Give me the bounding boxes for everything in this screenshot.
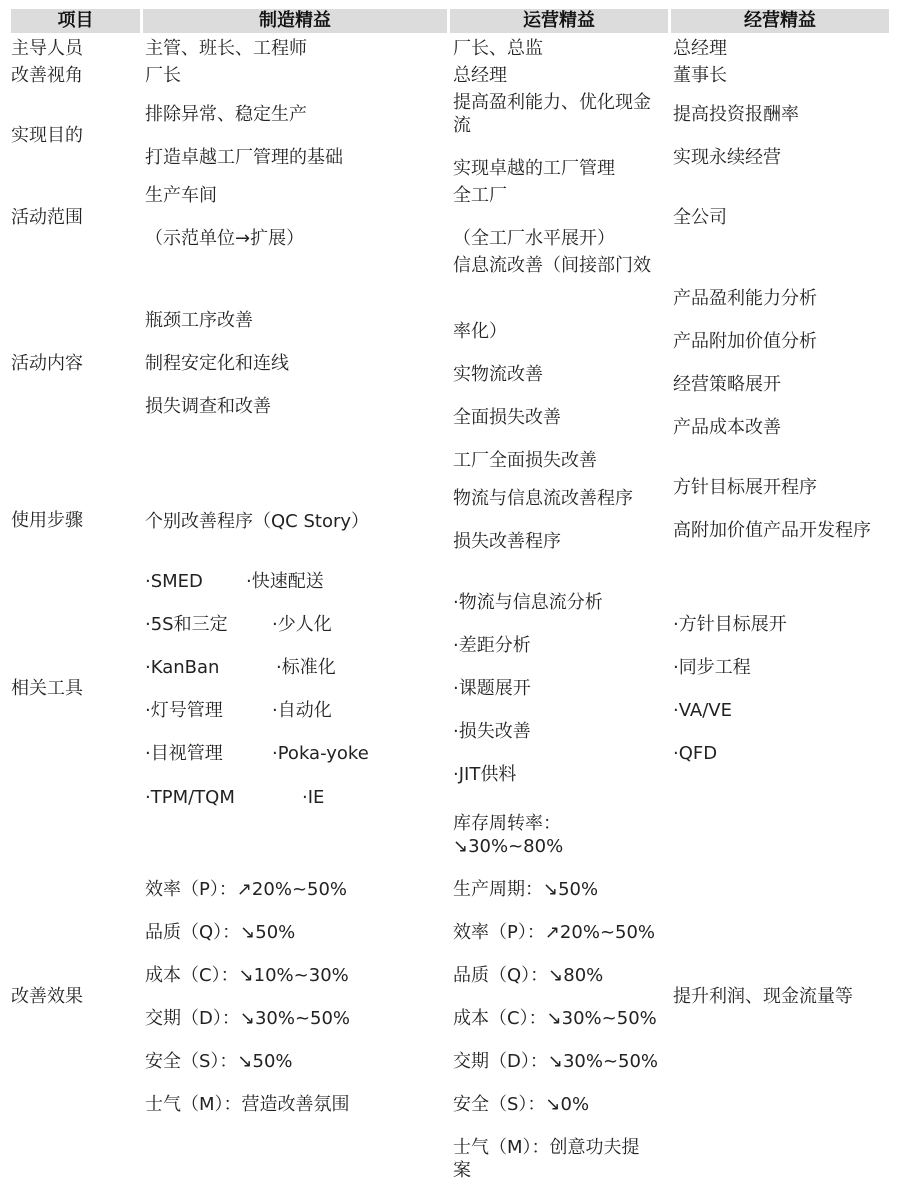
tool-biz-1: ·方针目标展开 [673,614,787,635]
tool-biz-2: ·同步工程 [673,657,751,678]
tool-mfg-visual-management: ·目视管理 [145,743,223,764]
cell-biz-content-4: 产品成本改善 [673,417,781,438]
tool-biz-3: ·VA/VE [673,700,732,721]
cell-ops-content-4: 全面损失改善 [453,407,561,428]
tool-mfg-automation: ·自动化 [272,700,332,721]
effect-mfg-1: 效率（P）：↗20%~50% [145,879,348,900]
cell-ops-scope-1: 全工厂 [453,185,507,206]
tool-ops-3: ·课题展开 [453,678,531,699]
tool-ops-2: ·差距分析 [453,635,531,656]
cell-ops-content-1: 信息流改善（间接部门效 [453,255,651,276]
effect-mfg-2: 品质（Q）：↘50% [145,922,296,943]
cell-ops-steps-1: 物流与信息流改善程序 [453,488,633,509]
cell-biz-steps-2: 高附加价值产品开发程序 [673,520,871,541]
effect-ops-8: 士气（M）：创意功夫提案 [453,1137,640,1181]
row-label-tools: 相关工具 [11,678,83,699]
cell-ops-content-5: 工厂全面损失改善 [453,450,597,471]
effect-biz: 提升利润、现金流量等 [673,986,853,1007]
tool-mfg-poka-yoke: ·Poka-yoke [272,743,369,764]
tool-ops-1: ·物流与信息流分析 [453,592,603,613]
tool-mfg-ie: ·IE [302,787,325,808]
effect-ops-7: 安全（S）：↘0% [453,1094,590,1115]
row-label-content: 活动内容 [11,353,83,374]
cell-mfg-content-3: 损失调查和改善 [145,396,271,417]
row-label-goal: 实现目的 [11,125,83,146]
cell-biz-perspective: 董事长 [673,65,727,86]
cell-mfg-scope-2: （示范单位→扩展） [145,228,305,249]
cell-mfg-scope-1: 生产车间 [145,185,217,206]
row-label-effects: 改善效果 [11,986,83,1007]
cell-biz-content-3: 经营策略展开 [673,374,781,395]
header-business-lean: 经营精益 [671,9,889,33]
cell-mfg-content-2: 制程安定化和连线 [145,353,289,374]
header-operations-lean: 运营精益 [450,9,668,33]
row-label-perspective: 改善视角 [11,65,83,86]
effect-mfg-4: 交期（D）：↘30%~50% [145,1008,351,1029]
cell-mfg-goal-1: 排除异常、稳定生产 [145,104,307,125]
tool-biz-4: ·QFD [673,743,718,764]
effect-mfg-3: 成本（C）：↘10%~30% [145,965,349,986]
cell-ops-leaders: 厂长、总监 [453,38,543,59]
cell-biz-steps-1: 方针目标展开程序 [673,477,817,498]
tool-mfg-standardization: ·标准化 [276,657,336,678]
tool-mfg-signal-management: ·灯号管理 [145,700,223,721]
row-label-steps: 使用步骤 [11,510,83,531]
cell-mfg-goal-2: 打造卓越工厂管理的基础 [145,147,343,168]
tool-mfg-kanban: ·KanBan [145,657,220,678]
tool-ops-4: ·损失改善 [453,721,531,742]
cell-mfg-steps: 个别改善程序（QC Story） [145,511,370,532]
effect-ops-6: 交期（D）：↘30%~50% [453,1051,659,1072]
cell-ops-steps-2: 损失改善程序 [453,531,561,552]
cell-biz-content-1: 产品盈利能力分析 [673,288,817,309]
cell-ops-goal-1: 提高盈利能力、优化现金流 [453,92,651,136]
effect-ops-3: 效率（P）：↗20%~50% [453,922,656,943]
cell-ops-scope-2: （全工厂水平展开） [453,228,615,249]
cell-mfg-leaders: 主管、班长、工程师 [145,38,307,59]
cell-ops-content-3: 实物流改善 [453,364,543,385]
tool-mfg-smed: ·SMED [145,571,203,592]
header-manufacturing-lean: 制造精益 [143,9,447,33]
effect-ops-5: 成本（C）：↘30%~50% [453,1008,657,1029]
cell-mfg-perspective: 厂长 [145,65,181,86]
cell-ops-goal-2: 实现卓越的工厂管理 [453,158,615,179]
tool-ops-5: ·JIT供料 [453,764,517,785]
cell-biz-leaders: 总经理 [673,38,727,59]
tool-mfg-fast-delivery: ·快速配送 [246,571,324,592]
tool-mfg-less-people: ·少人化 [272,614,332,635]
cell-biz-content-2: 产品附加价值分析 [673,331,817,352]
tool-mfg-5s: ·5S和三定 [145,614,228,635]
effect-ops-4: 品质（Q）：↘80% [453,965,604,986]
row-label-scope: 活动范围 [11,207,83,228]
row-label-leaders: 主导人员 [11,38,83,59]
effect-ops-2: 生产周期：↘50% [453,879,599,900]
cell-biz-goal-1: 提高投资报酬率 [673,104,799,125]
cell-ops-perspective: 总经理 [453,65,507,86]
cell-biz-goal-2: 实现永续经营 [673,147,781,168]
header-item: 项目 [11,9,140,33]
effect-mfg-5: 安全（S）：↘50% [145,1051,293,1072]
tool-mfg-tpm-tqm: ·TPM/TQM [145,787,235,808]
effect-mfg-6: 士气（M）：营造改善氛围 [145,1094,350,1115]
cell-mfg-content-1: 瓶颈工序改善 [145,310,253,331]
cell-biz-scope: 全公司 [673,207,727,228]
effect-ops-1: 库存周转率：↘30%~80% [453,813,564,857]
cell-ops-content-2: 率化） [453,321,507,342]
